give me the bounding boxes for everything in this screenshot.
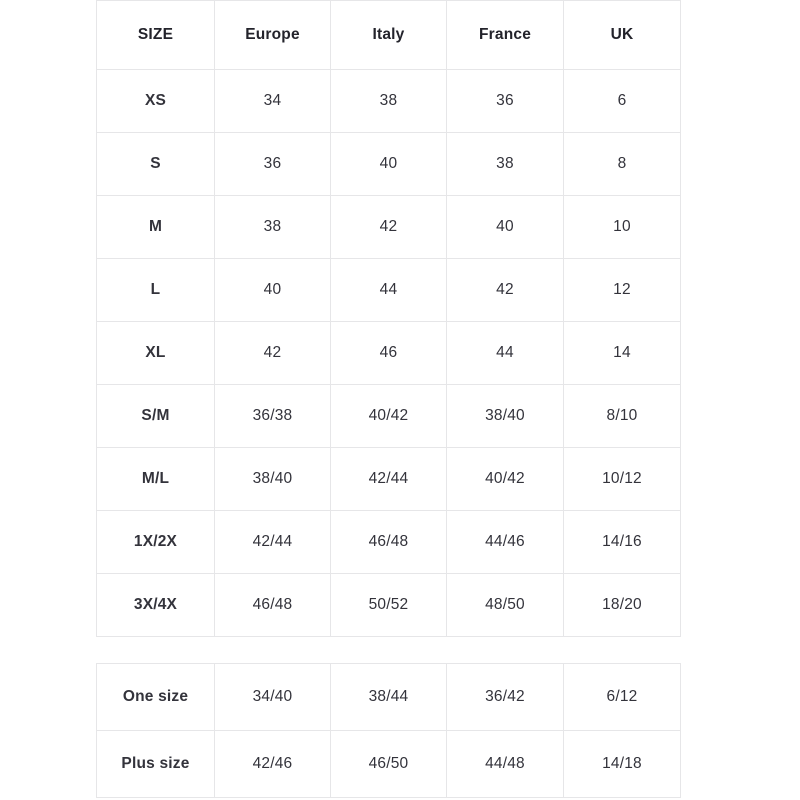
row-label: XL [97,322,215,385]
cell-italy: 42 [331,196,447,259]
size-chart-main [96,0,680,637]
cell-europe: 34 [215,70,331,133]
cell-italy: 44 [331,259,447,322]
row-label: L [97,259,215,322]
cell-europe: 38 [215,196,331,259]
cell-france: 38/40 [447,385,564,448]
cell-france: 40/42 [447,448,564,511]
cell-uk: 8/10 [564,385,681,448]
row-label: S/M [97,385,215,448]
cell-uk: 10/12 [564,448,681,511]
cell-uk: 8 [564,133,681,196]
cell-uk: 14 [564,322,681,385]
cell-italy: 50/52 [331,574,447,637]
table-row [97,70,681,133]
cell-europe: 42/46 [215,731,331,798]
cell-europe: 46/48 [215,574,331,637]
cell-france: 44 [447,322,564,385]
cell-europe: 36 [215,133,331,196]
cell-uk: 14/18 [564,731,681,798]
row-label: 3X/4X [97,574,215,637]
column-header-france: France [447,1,564,70]
row-label: S [97,133,215,196]
cell-italy: 46/48 [331,511,447,574]
cell-europe: 34/40 [215,664,331,731]
cell-france: 40 [447,196,564,259]
row-label: M/L [97,448,215,511]
cell-uk: 6 [564,70,681,133]
cell-europe: 40 [215,259,331,322]
cell-france: 38 [447,133,564,196]
row-label: M [97,196,215,259]
column-header-europe: Europe [215,1,331,70]
table-row [97,322,681,385]
row-label: XS [97,70,215,133]
table-row [97,731,681,798]
one-size-conversion-table [96,663,681,798]
table-row [97,574,681,637]
cell-europe: 38/40 [215,448,331,511]
table-row [97,664,681,731]
cell-uk: 12 [564,259,681,322]
table-row [97,259,681,322]
size-conversion-table [96,0,681,637]
table-row [97,448,681,511]
cell-uk: 10 [564,196,681,259]
cell-france: 48/50 [447,574,564,637]
cell-italy: 42/44 [331,448,447,511]
cell-uk: 14/16 [564,511,681,574]
size-chart-secondary [96,663,680,798]
table-row [97,511,681,574]
cell-france: 44/48 [447,731,564,798]
cell-italy: 46 [331,322,447,385]
cell-italy: 46/50 [331,731,447,798]
table-row [97,385,681,448]
column-header-uk: UK [564,1,681,70]
row-label: 1X/2X [97,511,215,574]
cell-france: 36/42 [447,664,564,731]
cell-france: 36 [447,70,564,133]
cell-europe: 42/44 [215,511,331,574]
table-row [97,133,681,196]
cell-europe: 36/38 [215,385,331,448]
cell-italy: 38 [331,70,447,133]
cell-france: 44/46 [447,511,564,574]
cell-italy: 38/44 [331,664,447,731]
cell-europe: 42 [215,322,331,385]
table-row [97,196,681,259]
cell-italy: 40 [331,133,447,196]
row-label: One size [97,664,215,731]
column-header-italy: Italy [331,1,447,70]
cell-france: 42 [447,259,564,322]
row-label: Plus size [97,731,215,798]
table-header-row [97,1,681,70]
cell-uk: 6/12 [564,664,681,731]
column-header-size: SIZE [97,1,215,70]
cell-italy: 40/42 [331,385,447,448]
cell-uk: 18/20 [564,574,681,637]
